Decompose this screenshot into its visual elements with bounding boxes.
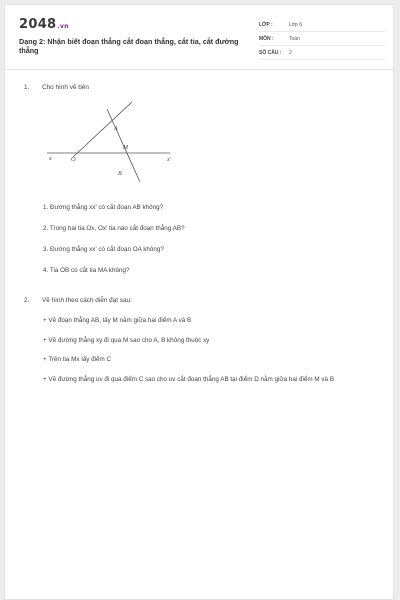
meta-key: LỚP :	[259, 22, 273, 28]
meta-value: 2	[289, 50, 292, 56]
question-1-item: 3. Đường thẳng xx' có cắt đoạn OA không?	[43, 246, 164, 253]
label-m: M	[123, 145, 128, 151]
meta-key: MÔN :	[259, 36, 274, 42]
question-2-number: 2.	[24, 297, 30, 304]
label-b: B	[118, 171, 122, 177]
label-x-prime: x'	[167, 157, 171, 163]
label-x: x	[49, 156, 52, 162]
question-1-item: 2. Trong hai tia Ox, Ox' tia nào cắt đoạn thẳng AB?	[43, 225, 185, 232]
logo-text: 2048	[19, 17, 57, 32]
meta-row-subject	[259, 33, 385, 46]
meta-row-class	[259, 19, 385, 32]
question-2-item: + Trên tia Mx lấy điểm C	[43, 356, 112, 363]
question-1-item: 4. Tia OB có cắt tia MA không?	[43, 267, 130, 274]
logo-suffix: .vn	[57, 23, 69, 30]
question-2-item: + Vẽ đoạn thẳng AB, lấy M nằm giữa hai điểm A và B	[43, 317, 192, 324]
question-1-item: 1. Đường thẳng xx' có cắt đoạn AB không?	[43, 204, 164, 211]
worksheet-page	[4, 4, 394, 600]
meta-key: SỐ CÂU :	[259, 50, 282, 56]
label-a: A	[114, 126, 118, 132]
meta-value: Toán	[289, 36, 300, 42]
question-2-prompt: Vẽ hình theo cách diễn đạt sau:	[42, 297, 132, 304]
question-1-prompt: Cho hình vẽ bên	[42, 84, 89, 91]
question-2-item: + Vẽ đường thẳng xy đi qua M sao cho A, B không thuộc xy	[43, 337, 210, 344]
site-logo[interactable]	[19, 17, 69, 32]
meta-row-count	[259, 47, 385, 60]
worksheet-title: Dạng 2: Nhận biết đoạn thẳng cắt đoạn thẳng, cắt tia, cắt đường thẳng	[19, 37, 239, 55]
question-2-item: + Vẽ đường thẳng uv đi qua điểm C sao cho uv cắt đoạn thẳng AB tại điểm D nằm giữa hai điểm M và B	[43, 376, 335, 383]
worksheet-header	[5, 5, 393, 70]
label-o: O	[71, 156, 76, 163]
geometry-figure	[43, 97, 183, 187]
meta-value: Lớp 6	[289, 22, 303, 28]
question-1-number: 1.	[24, 84, 30, 91]
